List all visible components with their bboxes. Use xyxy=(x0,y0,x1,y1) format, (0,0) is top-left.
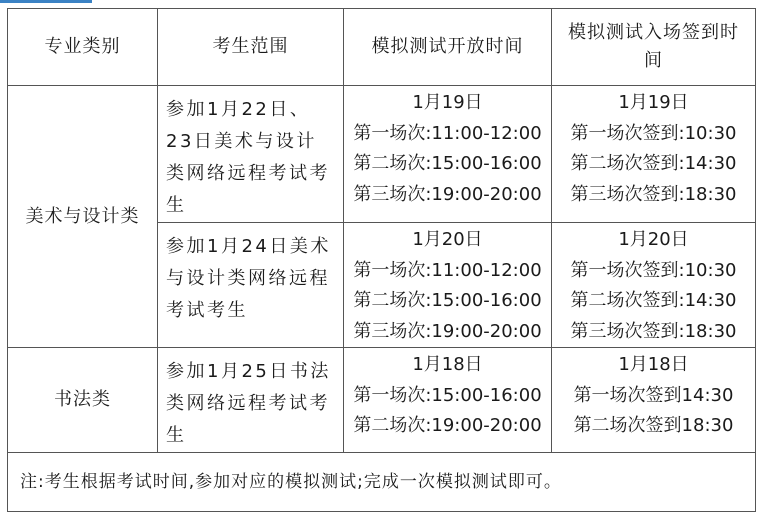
open-session-3: 第三场次:19:00-20:00 xyxy=(353,320,542,342)
note-row xyxy=(8,453,756,512)
open-session-2: 第二场次:15:00-16:00 xyxy=(353,290,542,311)
checkin-session-1: 第一场次签到:10:30 xyxy=(570,259,737,281)
header-scope: 考生范围 xyxy=(158,9,344,86)
open-date: 1月18日 xyxy=(412,354,483,375)
checkin-session-2: 第二场次签到:14:30 xyxy=(570,290,737,311)
checkin-time-cell xyxy=(552,86,756,223)
scope-cell: 参加1月22日、23日美术与设计类网络远程考试考生 xyxy=(158,86,344,223)
checkin-session-3: 第三场次签到:18:30 xyxy=(570,183,737,205)
open-time-cell xyxy=(344,86,552,223)
header-checkin-time: 模拟测试入场签到时间 xyxy=(552,9,756,86)
table-row xyxy=(8,348,756,453)
open-date: 1月20日 xyxy=(412,229,483,250)
checkin-time-cell xyxy=(552,223,756,348)
header-row xyxy=(8,9,756,86)
open-date: 1月19日 xyxy=(412,92,483,113)
category-art-design: 美术与设计类 xyxy=(8,86,158,348)
table-row xyxy=(8,86,756,223)
open-session-1: 第一场次:15:00-16:00 xyxy=(353,384,542,406)
open-session-2: 第二场次:19:00-20:00 xyxy=(353,415,542,436)
header-category: 专业类别 xyxy=(8,9,158,86)
header-open-time: 模拟测试开放时间 xyxy=(344,9,552,86)
checkin-time-cell xyxy=(552,348,756,453)
open-session-3: 第三场次:19:00-20:00 xyxy=(353,183,542,205)
open-session-1: 第一场次:11:00-12:00 xyxy=(353,259,542,281)
checkin-session-2: 第二场次签到:14:30 xyxy=(570,153,737,174)
checkin-date: 1月19日 xyxy=(618,92,689,113)
top-accent-bar xyxy=(0,0,92,3)
open-time-cell xyxy=(344,223,552,348)
checkin-session-3: 第三场次签到:18:30 xyxy=(570,320,737,342)
checkin-session-1: 第一场次签到14:30 xyxy=(573,384,734,406)
open-session-1: 第一场次:11:00-12:00 xyxy=(353,122,542,144)
open-session-2: 第二场次:15:00-16:00 xyxy=(353,153,542,174)
checkin-session-1: 第一场次签到:10:30 xyxy=(570,122,737,144)
checkin-date: 1月18日 xyxy=(618,354,689,375)
scope-cell: 参加1月25日书法类网络远程考试考生 xyxy=(158,348,344,453)
checkin-session-2: 第二场次签到18:30 xyxy=(573,415,734,436)
open-time-cell xyxy=(344,348,552,453)
category-calligraphy: 书法类 xyxy=(8,348,158,453)
footnote: 注:考生根据考试时间,参加对应的模拟测试;完成一次模拟测试即可。 xyxy=(8,453,756,512)
checkin-date: 1月20日 xyxy=(618,229,689,250)
mock-test-schedule-table xyxy=(7,8,756,512)
schedule-document xyxy=(7,8,755,492)
scope-cell: 参加1月24日美术与设计类网络远程考试考生 xyxy=(158,223,344,348)
